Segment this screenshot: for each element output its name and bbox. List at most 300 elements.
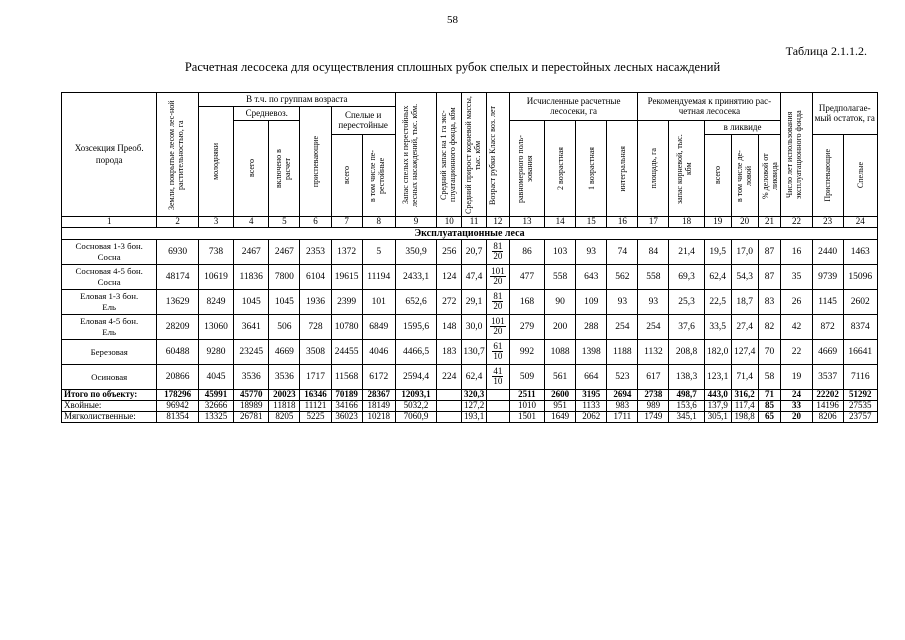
data-cell: 30,0 bbox=[462, 315, 487, 340]
data-cell: 20,7 bbox=[462, 240, 487, 265]
data-cell: 2399 bbox=[331, 290, 362, 315]
header-mature-over-text: в том числе пе-рестойные bbox=[367, 149, 386, 202]
total-cell: 983 bbox=[607, 401, 638, 412]
total-cell: 85 bbox=[758, 401, 781, 412]
total-cell: 8205 bbox=[269, 412, 300, 423]
header-liq-pct bbox=[758, 135, 781, 217]
data-cell: 18,7 bbox=[731, 290, 758, 315]
header-rest-rip bbox=[812, 135, 843, 217]
header-avg-growth-text: Средний прирост корневой массы, тыс. кбм bbox=[464, 95, 483, 214]
data-cell: 2467 bbox=[234, 240, 269, 265]
data-cell: 350,9 bbox=[395, 240, 436, 265]
lesoseka-table bbox=[61, 92, 878, 423]
column-number: 19 bbox=[704, 217, 731, 228]
data-cell: 1045 bbox=[269, 290, 300, 315]
column-number: 13 bbox=[509, 217, 544, 228]
column-number: 24 bbox=[843, 217, 877, 228]
data-cell: 1088 bbox=[545, 340, 576, 365]
column-number: 12 bbox=[487, 217, 510, 228]
data-cell: 4046 bbox=[362, 340, 395, 365]
data-cell: 101 bbox=[362, 290, 395, 315]
total-cell: 989 bbox=[638, 401, 669, 412]
row-name-cell bbox=[62, 315, 157, 340]
total-cell: 1649 bbox=[545, 412, 576, 423]
total-cell: 28367 bbox=[362, 390, 395, 401]
total-cell: 3195 bbox=[576, 390, 607, 401]
data-cell: 29,1 bbox=[462, 290, 487, 315]
column-number: 1 bbox=[62, 217, 157, 228]
header-mature-all bbox=[331, 135, 362, 217]
header-calc-even bbox=[509, 121, 544, 217]
data-cell: 58 bbox=[758, 365, 781, 390]
total-row bbox=[62, 390, 878, 401]
age-class-value: 10 bbox=[493, 375, 503, 386]
header-rec-stock bbox=[669, 121, 704, 217]
data-cell: 506 bbox=[269, 315, 300, 340]
total-cell: 16346 bbox=[300, 390, 331, 401]
total-cell: 27535 bbox=[843, 401, 877, 412]
age-cut-value: 61 bbox=[493, 340, 503, 351]
data-cell: 224 bbox=[437, 365, 462, 390]
data-cell: 4466,5 bbox=[395, 340, 436, 365]
data-cell: 109 bbox=[576, 290, 607, 315]
table-number: Таблица 2.1.1.2. bbox=[785, 44, 867, 58]
total-cell: 137,9 bbox=[704, 401, 731, 412]
section-title: Эксплуатационные леса bbox=[62, 228, 878, 240]
total-cell: 45770 bbox=[234, 390, 269, 401]
header-ripening-text: приспевающие bbox=[310, 135, 320, 188]
header-rest-rip-text: Приспевающие bbox=[822, 149, 832, 202]
total-cell: 22202 bbox=[812, 390, 843, 401]
total-cell: 1501 bbox=[509, 412, 544, 423]
row-section-name: Еловая 4-5 бон. bbox=[80, 316, 139, 327]
data-cell: 1595,6 bbox=[395, 315, 436, 340]
header-age-cut bbox=[487, 93, 510, 217]
data-cell: 71,4 bbox=[731, 365, 758, 390]
age-cut-value: 81 bbox=[493, 240, 503, 251]
data-cell: 127,4 bbox=[731, 340, 758, 365]
data-cell: 6930 bbox=[157, 240, 198, 265]
column-number: 23 bbox=[812, 217, 843, 228]
total-cell: 198,8 bbox=[731, 412, 758, 423]
table-row bbox=[62, 315, 878, 340]
data-cell: 138,3 bbox=[669, 365, 704, 390]
data-cell: 16641 bbox=[843, 340, 877, 365]
data-cell: 1045 bbox=[234, 290, 269, 315]
total-cell: 34166 bbox=[331, 401, 362, 412]
table-row bbox=[62, 265, 878, 290]
data-cell: 90 bbox=[545, 290, 576, 315]
row-name-cell bbox=[62, 365, 157, 390]
data-cell: 738 bbox=[198, 240, 233, 265]
header-years bbox=[781, 93, 812, 217]
row-section-name: Еловая 1-3 бон. bbox=[80, 291, 139, 302]
data-cell: 2602 bbox=[843, 290, 877, 315]
data-cell: 562 bbox=[607, 265, 638, 290]
data-cell: 70 bbox=[758, 340, 781, 365]
age-cut-cell bbox=[487, 290, 510, 315]
age-cut-cell bbox=[487, 240, 510, 265]
data-cell: 48174 bbox=[157, 265, 198, 290]
data-cell: 26 bbox=[781, 290, 812, 315]
header-hozsekcia: Хозсекция Преоб. порода bbox=[62, 93, 157, 217]
header-calc-1age-text: 1 возрастная bbox=[586, 147, 596, 190]
row-name-cell bbox=[62, 240, 157, 265]
table-row bbox=[62, 240, 878, 265]
header-middle-incl-text: включено в расчет bbox=[274, 149, 293, 188]
header-middle-all bbox=[234, 121, 269, 217]
data-cell: 86 bbox=[509, 240, 544, 265]
total-cell: 70189 bbox=[331, 390, 362, 401]
total-cell: 951 bbox=[545, 401, 576, 412]
total-cell bbox=[487, 401, 510, 412]
data-cell: 7800 bbox=[269, 265, 300, 290]
data-cell: 148 bbox=[437, 315, 462, 340]
header-avg-stock-text: Средний запас на 1 га экс-плуатационного фонда, кбм bbox=[439, 107, 458, 202]
data-cell: 6104 bbox=[300, 265, 331, 290]
header-rest-mat bbox=[843, 135, 877, 217]
data-cell: 5 bbox=[362, 240, 395, 265]
data-cell: 74 bbox=[607, 240, 638, 265]
total-cell: 1133 bbox=[576, 401, 607, 412]
age-cut-cell bbox=[487, 315, 510, 340]
data-cell: 1132 bbox=[638, 340, 669, 365]
data-cell: 254 bbox=[607, 315, 638, 340]
total-cell: 12093,1 bbox=[395, 390, 436, 401]
total-cell: 2511 bbox=[509, 390, 544, 401]
header-avg-growth bbox=[462, 93, 487, 217]
total-cell: 18989 bbox=[234, 401, 269, 412]
data-cell: 168 bbox=[509, 290, 544, 315]
row-species-name: Сосна bbox=[97, 252, 121, 262]
data-cell: 254 bbox=[638, 315, 669, 340]
total-cell: 11818 bbox=[269, 401, 300, 412]
total-cell: 18149 bbox=[362, 401, 395, 412]
header-years-text: Число лет использования эксплуатационного фонда bbox=[785, 110, 804, 199]
data-cell: 1936 bbox=[300, 290, 331, 315]
total-label: Хвойные: bbox=[62, 401, 157, 412]
header-rest: Предполагае-мый остаток, га bbox=[812, 93, 877, 135]
data-cell: 2467 bbox=[269, 240, 300, 265]
total-cell: 96942 bbox=[157, 401, 198, 412]
data-cell: 37,6 bbox=[669, 315, 704, 340]
age-fraction bbox=[490, 317, 506, 336]
data-cell: 1398 bbox=[576, 340, 607, 365]
age-class-value: 20 bbox=[493, 250, 503, 261]
data-cell: 17,0 bbox=[731, 240, 758, 265]
total-cell: 20023 bbox=[269, 390, 300, 401]
total-cell: 320,3 bbox=[462, 390, 487, 401]
table-row bbox=[62, 365, 878, 390]
header-ripening bbox=[300, 107, 331, 217]
age-fraction bbox=[492, 342, 503, 361]
data-cell: 124 bbox=[437, 265, 462, 290]
column-number: 10 bbox=[437, 217, 462, 228]
age-cut-cell bbox=[487, 265, 510, 290]
total-cell: 1010 bbox=[509, 401, 544, 412]
data-cell: 992 bbox=[509, 340, 544, 365]
age-class-value: 20 bbox=[493, 300, 503, 311]
column-number: 22 bbox=[781, 217, 812, 228]
total-cell: 51292 bbox=[843, 390, 877, 401]
data-cell: 93 bbox=[607, 290, 638, 315]
total-cell: 5225 bbox=[300, 412, 331, 423]
data-cell: 27,4 bbox=[731, 315, 758, 340]
row-species-name: Сосна bbox=[97, 277, 121, 287]
data-cell: 1717 bbox=[300, 365, 331, 390]
header-liq-biz bbox=[731, 135, 758, 217]
data-cell: 8249 bbox=[198, 290, 233, 315]
age-cut-cell bbox=[487, 340, 510, 365]
age-fraction bbox=[492, 242, 503, 261]
column-number-row bbox=[62, 217, 878, 228]
data-cell: 3536 bbox=[269, 365, 300, 390]
total-cell: 316,2 bbox=[731, 390, 758, 401]
data-cell: 288 bbox=[576, 315, 607, 340]
total-cell: 32666 bbox=[198, 401, 233, 412]
total-cell: 193,1 bbox=[462, 412, 487, 423]
data-cell: 9739 bbox=[812, 265, 843, 290]
age-fraction bbox=[492, 367, 503, 386]
page-number: 58 bbox=[447, 14, 458, 26]
data-cell: 13060 bbox=[198, 315, 233, 340]
data-cell: 3536 bbox=[234, 365, 269, 390]
data-cell: 19,5 bbox=[704, 240, 731, 265]
total-cell bbox=[487, 390, 510, 401]
data-cell: 183 bbox=[437, 340, 462, 365]
total-cell bbox=[437, 412, 462, 423]
row-section-name: Березовая bbox=[90, 346, 128, 357]
column-number: 20 bbox=[731, 217, 758, 228]
header-rec: Рекомендуемая к принятию рас-четная лесосека bbox=[638, 93, 781, 121]
total-cell: 45991 bbox=[198, 390, 233, 401]
total-cell: 178296 bbox=[157, 390, 198, 401]
total-cell: 1711 bbox=[607, 412, 638, 423]
data-cell: 24455 bbox=[331, 340, 362, 365]
data-cell: 664 bbox=[576, 365, 607, 390]
total-cell: 153,6 bbox=[669, 401, 704, 412]
age-cut-value: 41 bbox=[493, 365, 503, 376]
data-cell: 561 bbox=[545, 365, 576, 390]
data-cell: 256 bbox=[437, 240, 462, 265]
header-stock-text: Запас спелых и перестойных лесных насаждений, тыс. кбм. bbox=[401, 102, 420, 207]
data-cell: 9280 bbox=[198, 340, 233, 365]
data-cell: 19615 bbox=[331, 265, 362, 290]
total-cell: 11121 bbox=[300, 401, 331, 412]
total-cell: 2694 bbox=[607, 390, 638, 401]
header-liq-all bbox=[704, 135, 731, 217]
section-row bbox=[62, 228, 878, 240]
data-cell: 617 bbox=[638, 365, 669, 390]
data-cell: 130,7 bbox=[462, 340, 487, 365]
header-rec-area bbox=[638, 121, 669, 217]
column-number: 4 bbox=[234, 217, 269, 228]
data-cell: 10619 bbox=[198, 265, 233, 290]
data-cell: 728 bbox=[300, 315, 331, 340]
header-mature: Спелые и перестойные bbox=[331, 107, 395, 135]
total-row bbox=[62, 412, 878, 423]
data-cell: 42 bbox=[781, 315, 812, 340]
header-calc-int bbox=[607, 121, 638, 217]
total-cell: 117,4 bbox=[731, 401, 758, 412]
data-cell: 558 bbox=[638, 265, 669, 290]
header-mature-over bbox=[362, 135, 395, 217]
total-cell bbox=[437, 390, 462, 401]
header-forest-lands-text: Земли, покрытые лесом лес-ной растительностью, га bbox=[166, 99, 185, 210]
total-cell: 2738 bbox=[638, 390, 669, 401]
data-cell: 13629 bbox=[157, 290, 198, 315]
data-cell: 28209 bbox=[157, 315, 198, 340]
header-calc: Исчисленные расчетные лесосеки, га bbox=[509, 93, 638, 121]
age-cut-value: 101 bbox=[491, 265, 505, 276]
row-species-name: Ель bbox=[102, 302, 117, 312]
data-cell: 35 bbox=[781, 265, 812, 290]
header-liq-all-text: всего bbox=[713, 166, 723, 185]
column-number: 8 bbox=[362, 217, 395, 228]
data-cell: 123,1 bbox=[704, 365, 731, 390]
data-cell: 93 bbox=[576, 240, 607, 265]
header-middle-incl bbox=[269, 121, 300, 217]
data-cell: 3508 bbox=[300, 340, 331, 365]
header-avg-stock bbox=[437, 93, 462, 217]
total-cell: 20 bbox=[781, 412, 812, 423]
age-fraction bbox=[492, 292, 503, 311]
data-cell: 1145 bbox=[812, 290, 843, 315]
header-calc-2age-text: 2 возрастная bbox=[555, 147, 565, 190]
column-number: 17 bbox=[638, 217, 669, 228]
data-cell: 477 bbox=[509, 265, 544, 290]
row-section-name: Сосновая 1-3 бон. bbox=[75, 241, 143, 252]
header-age-cut-text: Возраст рубки Класс воз. лет bbox=[487, 104, 497, 205]
table-row bbox=[62, 290, 878, 315]
data-cell: 62,4 bbox=[462, 365, 487, 390]
data-cell: 558 bbox=[545, 265, 576, 290]
data-cell: 84 bbox=[638, 240, 669, 265]
data-cell: 208,8 bbox=[669, 340, 704, 365]
total-cell: 5032,2 bbox=[395, 401, 436, 412]
data-cell: 509 bbox=[509, 365, 544, 390]
row-section-name: Осиновая bbox=[91, 371, 128, 382]
total-cell: 443,0 bbox=[704, 390, 731, 401]
column-number: 16 bbox=[607, 217, 638, 228]
total-cell: 24 bbox=[781, 390, 812, 401]
data-cell: 652,6 bbox=[395, 290, 436, 315]
data-cell: 19 bbox=[781, 365, 812, 390]
age-cut-value: 101 bbox=[491, 315, 505, 326]
data-cell: 643 bbox=[576, 265, 607, 290]
data-cell: 47,4 bbox=[462, 265, 487, 290]
total-cell: 33 bbox=[781, 401, 812, 412]
header-stock bbox=[395, 93, 436, 217]
column-number: 11 bbox=[462, 217, 487, 228]
total-cell: 305,1 bbox=[704, 412, 731, 423]
data-cell: 7116 bbox=[843, 365, 877, 390]
row-name-cell bbox=[62, 265, 157, 290]
total-label: Итого по объекту: bbox=[62, 390, 157, 401]
data-cell: 23245 bbox=[234, 340, 269, 365]
data-cell: 87 bbox=[758, 240, 781, 265]
header-young bbox=[198, 107, 233, 217]
data-cell: 523 bbox=[607, 365, 638, 390]
data-cell: 6172 bbox=[362, 365, 395, 390]
header-middle-all-text: всего bbox=[246, 159, 256, 178]
total-cell: 81354 bbox=[157, 412, 198, 423]
data-cell: 60488 bbox=[157, 340, 198, 365]
data-cell: 20866 bbox=[157, 365, 198, 390]
header-age-group: В т.ч. по группам возраста bbox=[198, 93, 395, 107]
age-cut-cell bbox=[487, 365, 510, 390]
data-cell: 182,0 bbox=[704, 340, 731, 365]
column-number: 21 bbox=[758, 217, 781, 228]
data-cell: 10780 bbox=[331, 315, 362, 340]
data-cell: 83 bbox=[758, 290, 781, 315]
column-number: 18 bbox=[669, 217, 704, 228]
table-title: Расчетная лесосека для осуществления сплошных рубок спелых и перестойных лесных насаждений bbox=[184, 60, 721, 74]
header-rec-area-text: площадь, га bbox=[648, 148, 658, 189]
row-name-cell bbox=[62, 290, 157, 315]
table-row bbox=[62, 340, 878, 365]
column-number: 9 bbox=[395, 217, 436, 228]
header-young-text: молодняки bbox=[211, 143, 221, 180]
data-cell: 2440 bbox=[812, 240, 843, 265]
total-cell: 13325 bbox=[198, 412, 233, 423]
data-cell: 11836 bbox=[234, 265, 269, 290]
data-cell: 82 bbox=[758, 315, 781, 340]
row-species-name: Ель bbox=[102, 327, 117, 337]
data-cell: 62,4 bbox=[704, 265, 731, 290]
total-cell: 23757 bbox=[843, 412, 877, 423]
column-number: 7 bbox=[331, 217, 362, 228]
data-cell: 93 bbox=[638, 290, 669, 315]
data-cell: 11568 bbox=[331, 365, 362, 390]
header-calc-1age bbox=[576, 121, 607, 217]
age-class-value: 20 bbox=[493, 325, 503, 336]
data-cell: 1372 bbox=[331, 240, 362, 265]
data-cell: 21,4 bbox=[669, 240, 704, 265]
column-number: 5 bbox=[269, 217, 300, 228]
data-cell: 279 bbox=[509, 315, 544, 340]
header-liq-biz-text: в том числе де-ловой bbox=[734, 149, 753, 202]
data-cell: 16 bbox=[781, 240, 812, 265]
column-number: 14 bbox=[545, 217, 576, 228]
header-forest-lands bbox=[157, 93, 198, 217]
data-cell: 1188 bbox=[607, 340, 638, 365]
total-cell: 345,1 bbox=[669, 412, 704, 423]
age-class-value: 20 bbox=[493, 275, 503, 286]
header-calc-int-text: интегральная bbox=[617, 145, 627, 192]
header-calc-2age bbox=[545, 121, 576, 217]
total-cell: 498,7 bbox=[669, 390, 704, 401]
total-cell: 7060,9 bbox=[395, 412, 436, 423]
header-rest-mat-text: Спелые bbox=[855, 162, 865, 189]
total-cell: 26781 bbox=[234, 412, 269, 423]
data-cell: 69,3 bbox=[669, 265, 704, 290]
total-cell: 2062 bbox=[576, 412, 607, 423]
data-cell: 15096 bbox=[843, 265, 877, 290]
data-cell: 1463 bbox=[843, 240, 877, 265]
data-cell: 2353 bbox=[300, 240, 331, 265]
data-cell: 87 bbox=[758, 265, 781, 290]
total-cell bbox=[437, 401, 462, 412]
data-cell: 2433,1 bbox=[395, 265, 436, 290]
header-middle: Средневоз. bbox=[234, 107, 300, 121]
header-liq-pct-text: % деловой от ликвида bbox=[760, 152, 779, 199]
data-cell: 2594,4 bbox=[395, 365, 436, 390]
age-fraction bbox=[490, 267, 506, 286]
total-cell: 1749 bbox=[638, 412, 669, 423]
data-cell: 54,3 bbox=[731, 265, 758, 290]
data-cell: 33,5 bbox=[704, 315, 731, 340]
